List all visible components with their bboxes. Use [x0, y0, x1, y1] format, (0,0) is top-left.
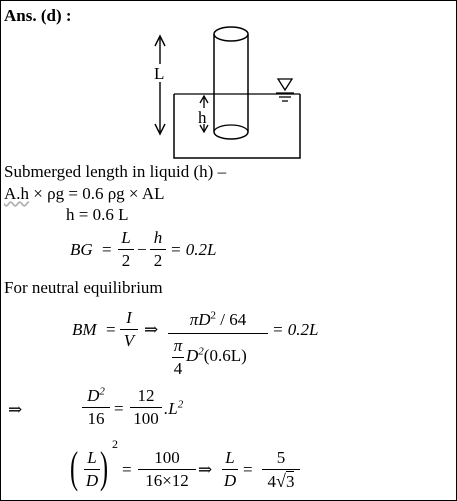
ld-right-paren: ) — [100, 443, 109, 492]
d2-frac2-den: 100 — [133, 409, 159, 428]
force-balance-line — [4, 184, 164, 204]
ld-frac3-den: D — [223, 471, 237, 490]
figure-label-L: L — [154, 64, 165, 83]
bg-rhs: = 0.2L — [170, 240, 217, 259]
ld-power: 2 — [112, 437, 118, 451]
ld-frac2-den: 16×12 — [145, 471, 189, 490]
d2-frac1-den: 16 — [87, 409, 105, 428]
implies-symbol: ⇒ — [8, 400, 23, 419]
bm-four: 4 — [173, 359, 183, 378]
cylinder-top — [214, 27, 248, 41]
ld-frac4-num: 5 — [276, 448, 286, 467]
bm-lhs: BM — [72, 320, 97, 339]
ld-frac4-den: 4√3 — [267, 471, 295, 491]
h-result-line: h = 0.6 L — [66, 205, 129, 224]
bm-den-d: D — [186, 346, 199, 365]
ld-fraction-2 — [138, 448, 196, 491]
bm-denominator-rest — [186, 346, 247, 366]
bm-pi: π — [173, 336, 183, 355]
bg-eq-sign: = — [102, 240, 112, 259]
d2-fraction-1 — [82, 386, 110, 429]
bg-frac2-num: h — [153, 228, 163, 247]
submerged-length-line: Submerged length in liquid (h) – — [4, 162, 227, 181]
bm-implies-arrow: ⇒ — [144, 320, 159, 339]
ld-fraction-3 — [222, 448, 238, 491]
free-surface-triangle-icon — [278, 79, 292, 90]
balance-left-term: A.h — [4, 184, 30, 203]
neutral-equilibrium-line: For neutral equilibrium — [4, 278, 163, 297]
bm-frac-v: V — [123, 331, 135, 350]
bm-num-pid: πD — [189, 310, 211, 329]
bm-big-fraction-bar — [168, 333, 268, 334]
ld-left-paren: ( — [70, 443, 79, 492]
bm-pi-over-4 — [172, 336, 184, 379]
bg-frac1-num: L — [121, 228, 131, 247]
bm-big-numerator — [168, 310, 268, 330]
ld-frac1-den: D — [85, 471, 99, 490]
bm-num-div: / 64 — [216, 310, 247, 329]
bg-minus: − — [137, 240, 147, 259]
bm-den-power: 2 — [198, 345, 204, 358]
ld-fraction-1 — [84, 448, 100, 491]
ld-fraction-4 — [262, 448, 300, 492]
ld-frac2-num: 100 — [154, 448, 180, 467]
bg-frac1-den: 2 — [121, 251, 131, 270]
answer-heading: Ans. (d) : — [4, 6, 72, 25]
bm-eq-sign: = — [106, 320, 116, 339]
ld-eq-sign-2: = — [243, 460, 253, 479]
bg-lhs: BG — [70, 240, 93, 259]
balance-right-term: × ρg = 0.6 ρg × AL — [33, 184, 165, 203]
bm-den-length: (0.6L) — [203, 346, 247, 365]
cylinder-bottom — [214, 132, 248, 139]
bm-rhs: = 0.2L — [272, 320, 319, 339]
ld-frac3-num: L — [225, 448, 235, 467]
ld-frac1-num: L — [87, 448, 97, 467]
ld-implies-arrow: ⇒ — [198, 460, 213, 479]
ld-eq-sign: = — [122, 460, 132, 479]
d2-frac1-num: $D^2$ — [87, 385, 105, 405]
d2-fraction-2 — [130, 386, 162, 429]
bm-fraction-iv — [120, 308, 138, 351]
bg-frac2-den: 2 — [153, 251, 163, 270]
bg-fraction-2 — [150, 228, 166, 271]
bm-num-power: 2 — [210, 309, 217, 322]
bg-fraction-1 — [118, 228, 134, 271]
d2-tail: $.L^2$ — [164, 398, 184, 418]
d2-eq-sign: = — [114, 399, 124, 418]
cylinder-bottom-back — [214, 125, 248, 132]
cylinder-figure — [150, 24, 310, 162]
d2-frac2-num: 12 — [137, 386, 155, 405]
bm-frac-i: I — [126, 308, 132, 327]
figure-label-h: h — [198, 108, 207, 127]
